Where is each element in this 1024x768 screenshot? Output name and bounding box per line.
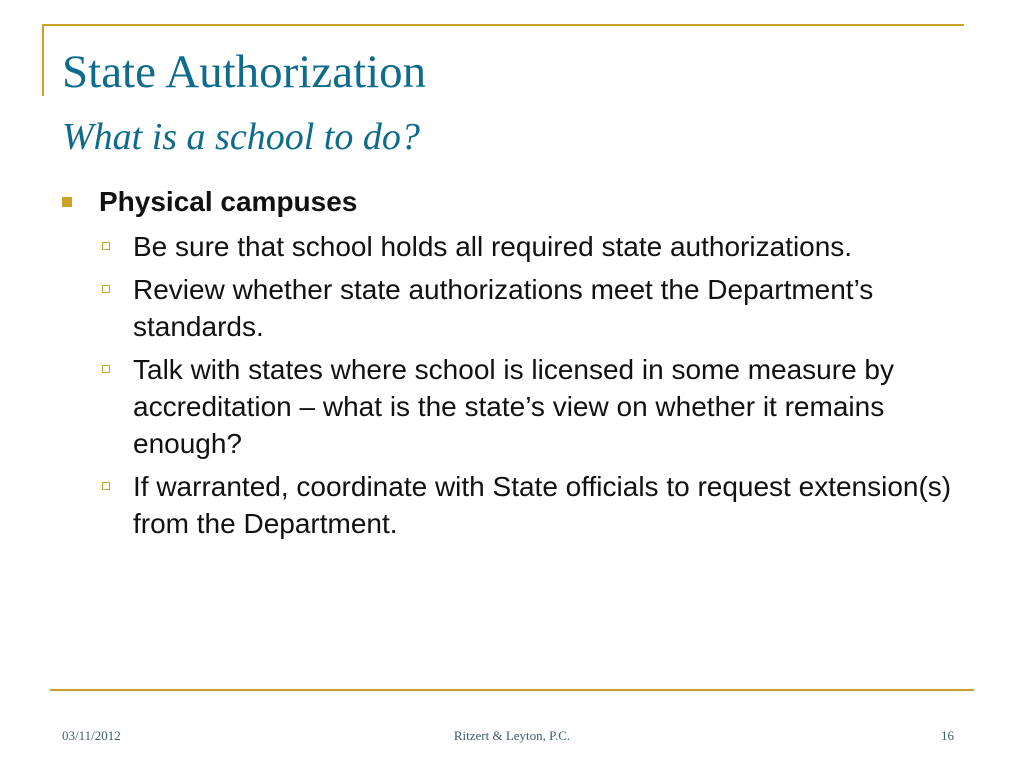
- sub-bullet-text: Review whether state authorizations meet the Department’s standards.: [133, 274, 874, 342]
- square-bullet-icon: [62, 197, 72, 207]
- hollow-square-bullet-icon: [102, 482, 110, 490]
- hollow-square-bullet-icon: [102, 365, 110, 373]
- sub-bullet-item: [102, 351, 972, 462]
- footer-rule: [50, 689, 974, 691]
- sub-bullet-list: [102, 228, 972, 542]
- slide-title: State Authorization: [62, 46, 427, 98]
- slide-content: [62, 182, 972, 548]
- bullet-text: Physical campuses: [99, 186, 358, 217]
- sub-bullet-item: [102, 271, 972, 345]
- footer-organization: Ritzert & Leyton, P.C.: [453, 728, 571, 743]
- sub-bullet-text: Be sure that school holds all required state authorizations.: [133, 231, 853, 262]
- page-number: 16: [941, 728, 954, 743]
- sub-bullet-item: [102, 228, 972, 265]
- bullet-item: [62, 182, 972, 222]
- hollow-square-bullet-icon: [102, 242, 110, 250]
- slide-subtitle: What is a school to do?: [62, 116, 420, 158]
- sub-bullet-item: [102, 468, 972, 542]
- sub-bullet-text: If warranted, coordinate with State officials to request extension(s) from the Department.: [133, 471, 952, 539]
- frame-top-rule: [42, 24, 964, 26]
- hollow-square-bullet-icon: [102, 285, 110, 293]
- footer-date: 03/11/2012: [62, 728, 121, 743]
- sub-bullet-text: Talk with states where school is licensed in some measure by accreditation – what is the state’s view on whether it remains enough?: [133, 354, 895, 459]
- frame-left-rule: [42, 24, 44, 96]
